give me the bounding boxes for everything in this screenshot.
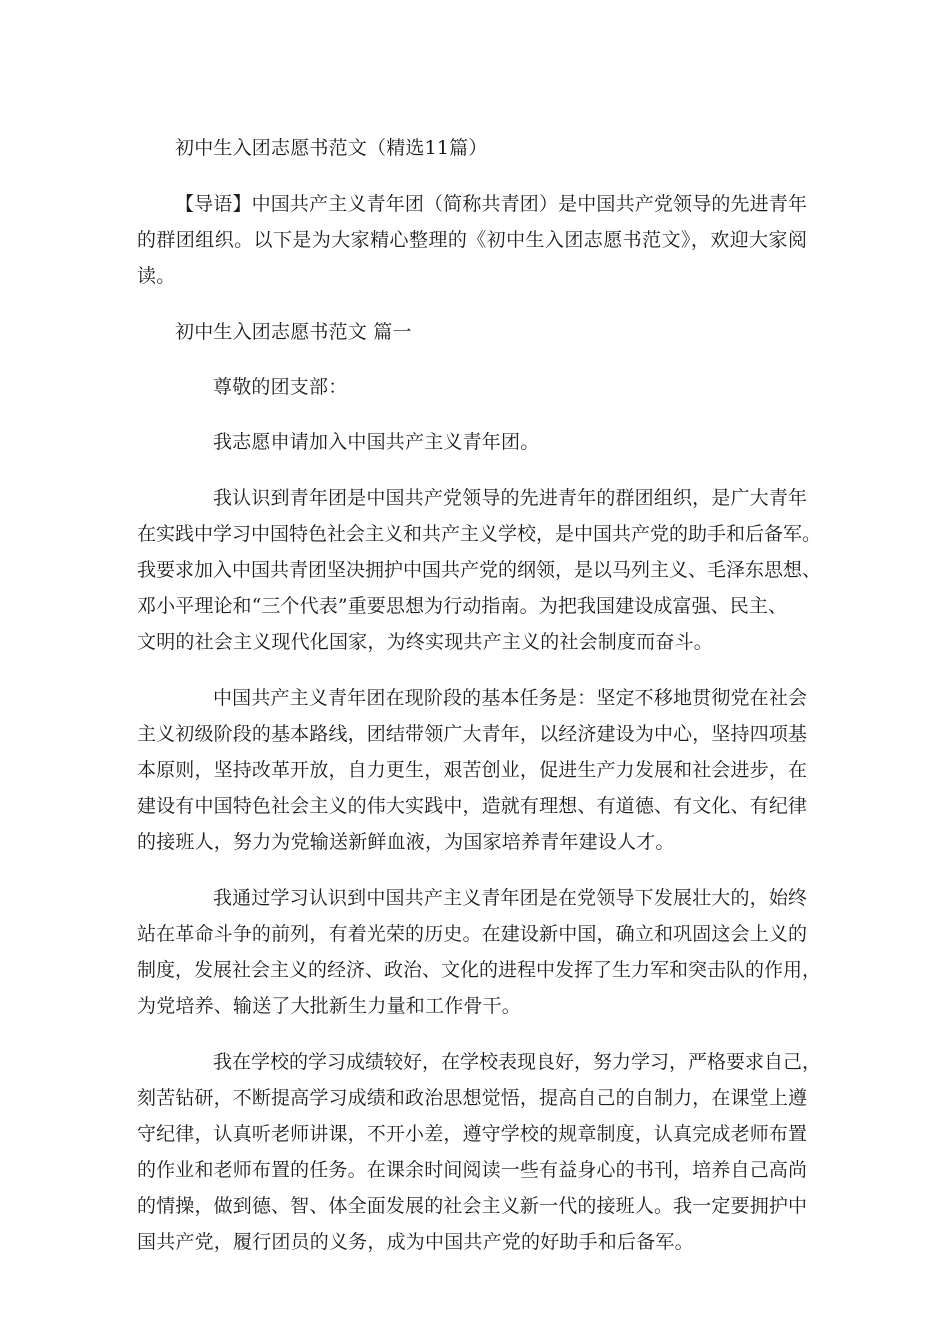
paragraph-line: 我志愿申请加入中国共产主义青年团。 <box>213 431 540 453</box>
paragraph-line: 我通过学习认识到中国共产主义青年团是在党领导下发展壮大的，始终 <box>213 887 807 909</box>
paragraph-line: 制度，发展社会主义的经济、政治、文化的进程中发挥了生力军和突击队的作用， <box>137 959 822 981</box>
paragraph-line: 建设有中国特色社会主义的伟大实践中，造就有理想、有道德、有文化、有纪律 <box>137 795 807 817</box>
salutation: 尊敬的团支部： <box>213 376 348 398</box>
document-title: 初中生入团志愿书范文（精选11篇） <box>175 137 488 159</box>
intro-line: 【导语】中国共产主义青年团（简称共青团）是中国共产党领导的先进青年 <box>175 193 807 215</box>
paragraph-line: 为党培养、输送了大批新生力量和工作骨干。 <box>137 995 522 1017</box>
paragraph-line: 站在革命斗争的前列，有着光荣的历史。在建设新中国，确立和巩固这会上义的 <box>137 923 807 945</box>
intro-line: 的群团组织。以下是为大家精心整理的《初中生入团志愿书范文》，欢迎大家阅 <box>137 229 807 251</box>
paragraph-line: 中国共产主义青年团在现阶段的基本任务是：坚定不移地贯彻党在社会 <box>213 687 807 709</box>
paragraph-line: 邓小平理论和“三个代表”重要思想为行动指南。为把我国建设成富强、民主、 <box>137 595 787 617</box>
paragraph-line: 我在学校的学习成绩较好，在学校表现良好，努力学习，严格要求自己， <box>213 1051 822 1073</box>
paragraph-line: 文明的社会主义现代化国家，为终实现共产主义的社会制度而奋斗。 <box>137 631 714 653</box>
paragraph-line: 守纪律，认真听老师讲课，不开小差，遵守学校的规章制度，认真完成老师布置 <box>137 1123 807 1145</box>
paragraph-line: 的情操，做到德、智、体全面发展的社会主义新一代的接班人。我一定要拥护中 <box>137 1195 807 1217</box>
paragraph-line: 的接班人，努力为党输送新鲜血液，为国家培养青年建设人才。 <box>137 831 675 853</box>
paragraph-line: 主义初级阶段的基本路线，团结带领广大青年，以经济建设为中心，坚持四项基 <box>137 723 807 745</box>
section-title: 初中生入团志愿书范文 篇一 <box>175 321 412 343</box>
intro-line: 读。 <box>137 265 176 287</box>
paragraph-line: 我认识到青年团是中国共产党领导的先进青年的群团组织，是广大青年 <box>213 487 807 509</box>
paragraph-line: 我要求加入中国共青团坚决拥护中国共产党的纲领，是以马列主义、毛泽东思想、 <box>137 559 822 581</box>
paragraph-line: 在实践中学习中国特色社会主义和共产主义学校，是中国共产党的助手和后备军。 <box>137 523 822 545</box>
paragraph-line: 本原则，坚持改革开放，自力更生，艰苦创业，促进生产力发展和社会进步，在 <box>137 759 807 781</box>
paragraph-line: 刻苦钻研，不断提高学习成绩和政治思想觉悟，提高自己的自制力，在课堂上遵 <box>137 1087 807 1109</box>
paragraph-line: 的作业和老师布置的任务。在课余时间阅读一些有益身心的书刊，培养自己高尚 <box>137 1159 807 1181</box>
paragraph-line: 国共产党，履行团员的义务，成为中国共产党的好助手和后备军。 <box>137 1231 694 1253</box>
